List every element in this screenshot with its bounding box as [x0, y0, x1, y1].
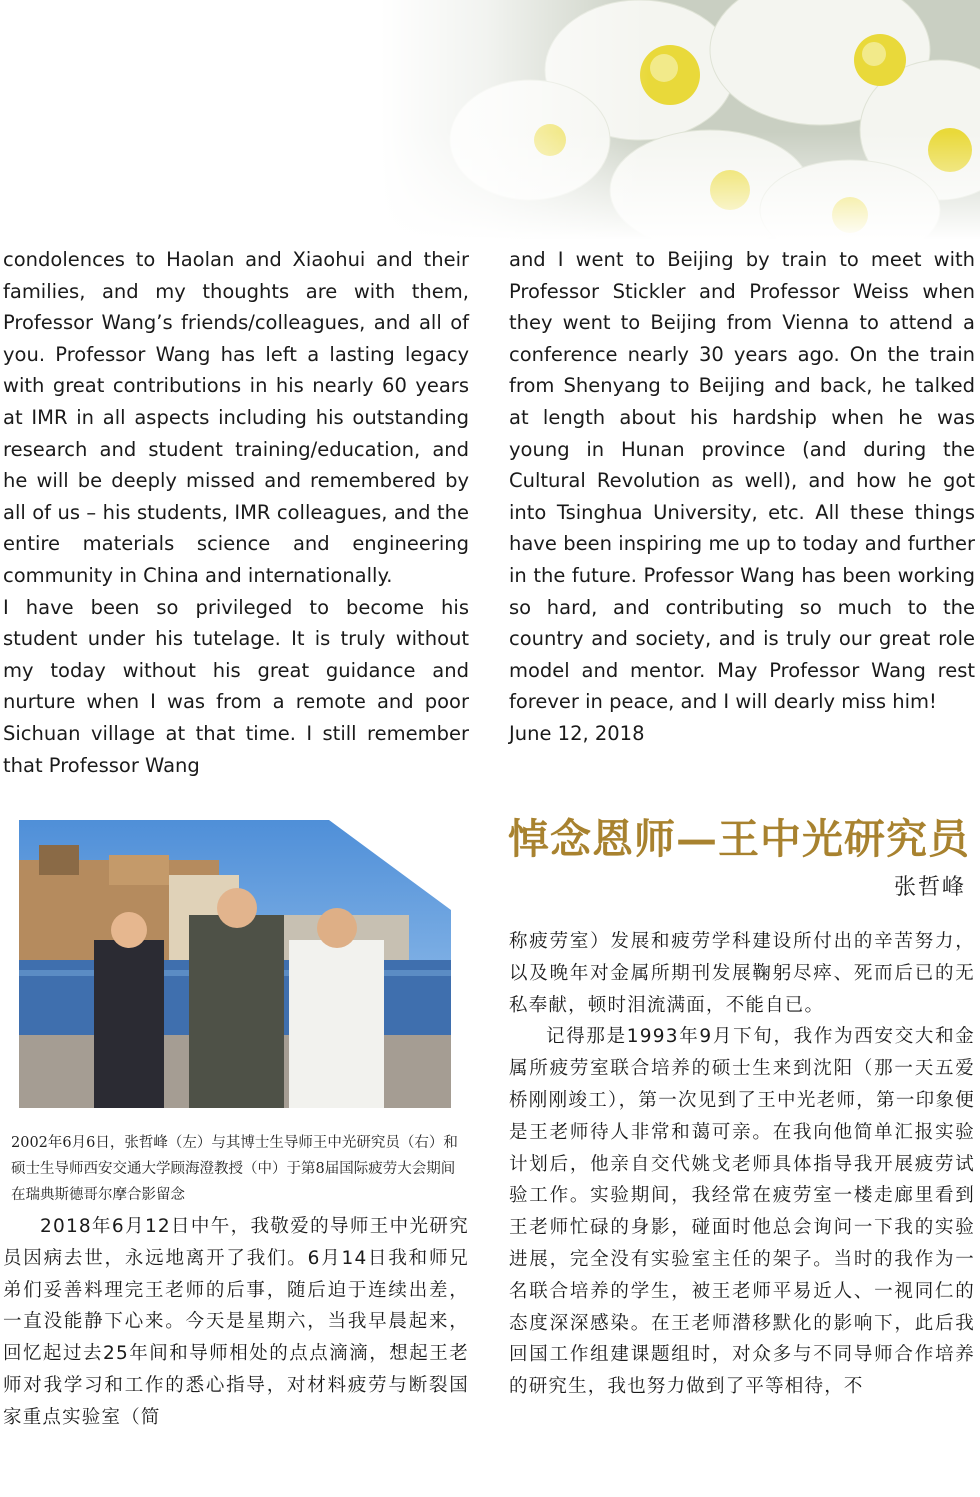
chinese-left-paragraph: 2018年6月12日中午，我敬爱的导师王中光研究员因病去世，永远地离开了我们。6月14日我和师兄弟们妥善料理完王老师的后事，随后迫于连续出差，一直没能静下心来。今天是星期六，当我早晨起来，回忆起过去25年间和导师相处的点点滴滴，想起王老师对我学习和工作的悉心指导，对材料疲劳与断裂国家重点实验室（简: [3, 1216, 469, 1428]
chinese-right-paragraph-2: 记得那是1993年9月下旬，我作为西安交大和金属所疲劳室联合培养的硕士生来到沈阳（那一天五爱桥刚刚竣工），第一次见到了王中光老师，第一印象便是王老师待人非常和蔼可亲。在我向他简单汇报实验计划后，他亲自交代姚戈老师具体指导我开展疲劳试验工作。实验期间，我经常在疲劳室一楼走廊里看到王老师忙碌的身影，碰面时他总会询问一下我的实验进展，完全没有实验室主任的架子。当时的我作为一名联合培养的学生，被王老师平易近人、一视同仁的态度深深感染。在王老师潜移默化的影响下，此后我回国工作组建课题组时，对众多与不同导师合作培养的研究生，我也努力做到了平等相待，不: [509, 1026, 975, 1398]
chinese-right-paragraph-1: 称疲劳室）发展和疲劳学科建设所付出的辛苦努力，以及晚年对金属所期刊发展鞠躬尽瘁、死而后已的无私奉献，顿时泪流满面，不能自已。: [509, 931, 975, 1016]
article-author: 张哲峰: [893, 875, 966, 900]
chinese-column-left: [3, 1211, 469, 1434]
article-title: 悼念恩师—王中光研究员: [508, 815, 970, 863]
letter-date: June 12, 2018: [509, 721, 645, 745]
chinese-column-right: [509, 926, 975, 1403]
english-right-paragraph-1: and I went to Beijing by train to meet with Professor Stickler and Professor Weiss when they went to Beijing from Vienna to attend a conference nearly 30 years ago. On the train from Shenyang to Beijing and back, he talked at length about his hardship when he was young in Hunan province (and during the Cultural Revolution as well), and how he got into Tsinghua University, etc. All these things have been inspiring me up to today and further in the future. Professor Wang has been working so hard, and contributing so much to the country and society, and is truly our great role model and mentor. May Professor Wang rest forever in peace, and I will dearly miss him!: [509, 248, 975, 714]
photo-caption: 2002年6月6日，张哲峰（左）与其博士生导师王中光研究员（右）和硕士生导师西安交通大学顾海澄教授（中）于第8届国际疲劳大会期间在瑞典斯德哥尔摩合影留念: [11, 1135, 458, 1203]
daisy-banner-image: [380, 0, 980, 240]
english-left-paragraph-1: condolences to Haolan and Xiaohui and their families, and my thoughts are with them, Professor Wang’s friends/colleagues, and all of you. Professor Wang has left a lasting legacy with great contributions in his nearly 60 years at IMR in all aspects including his outstanding research and student training/education, and he will be deeply missed and remembered by all of us – his students, IMR colleagues, and the entire materials science and engineering community in China and internationally.: [3, 248, 469, 587]
english-column-left: [3, 244, 469, 781]
english-left-paragraph-2: I have been so privileged to become his student under his tutelage. It is truly without my today without his great guidance and nurture when I was from a remote and poor Sichuan village at that time. I still remember that Professor Wang: [3, 595, 469, 777]
english-column-right: [509, 244, 975, 750]
group-photo: [19, 820, 451, 1108]
